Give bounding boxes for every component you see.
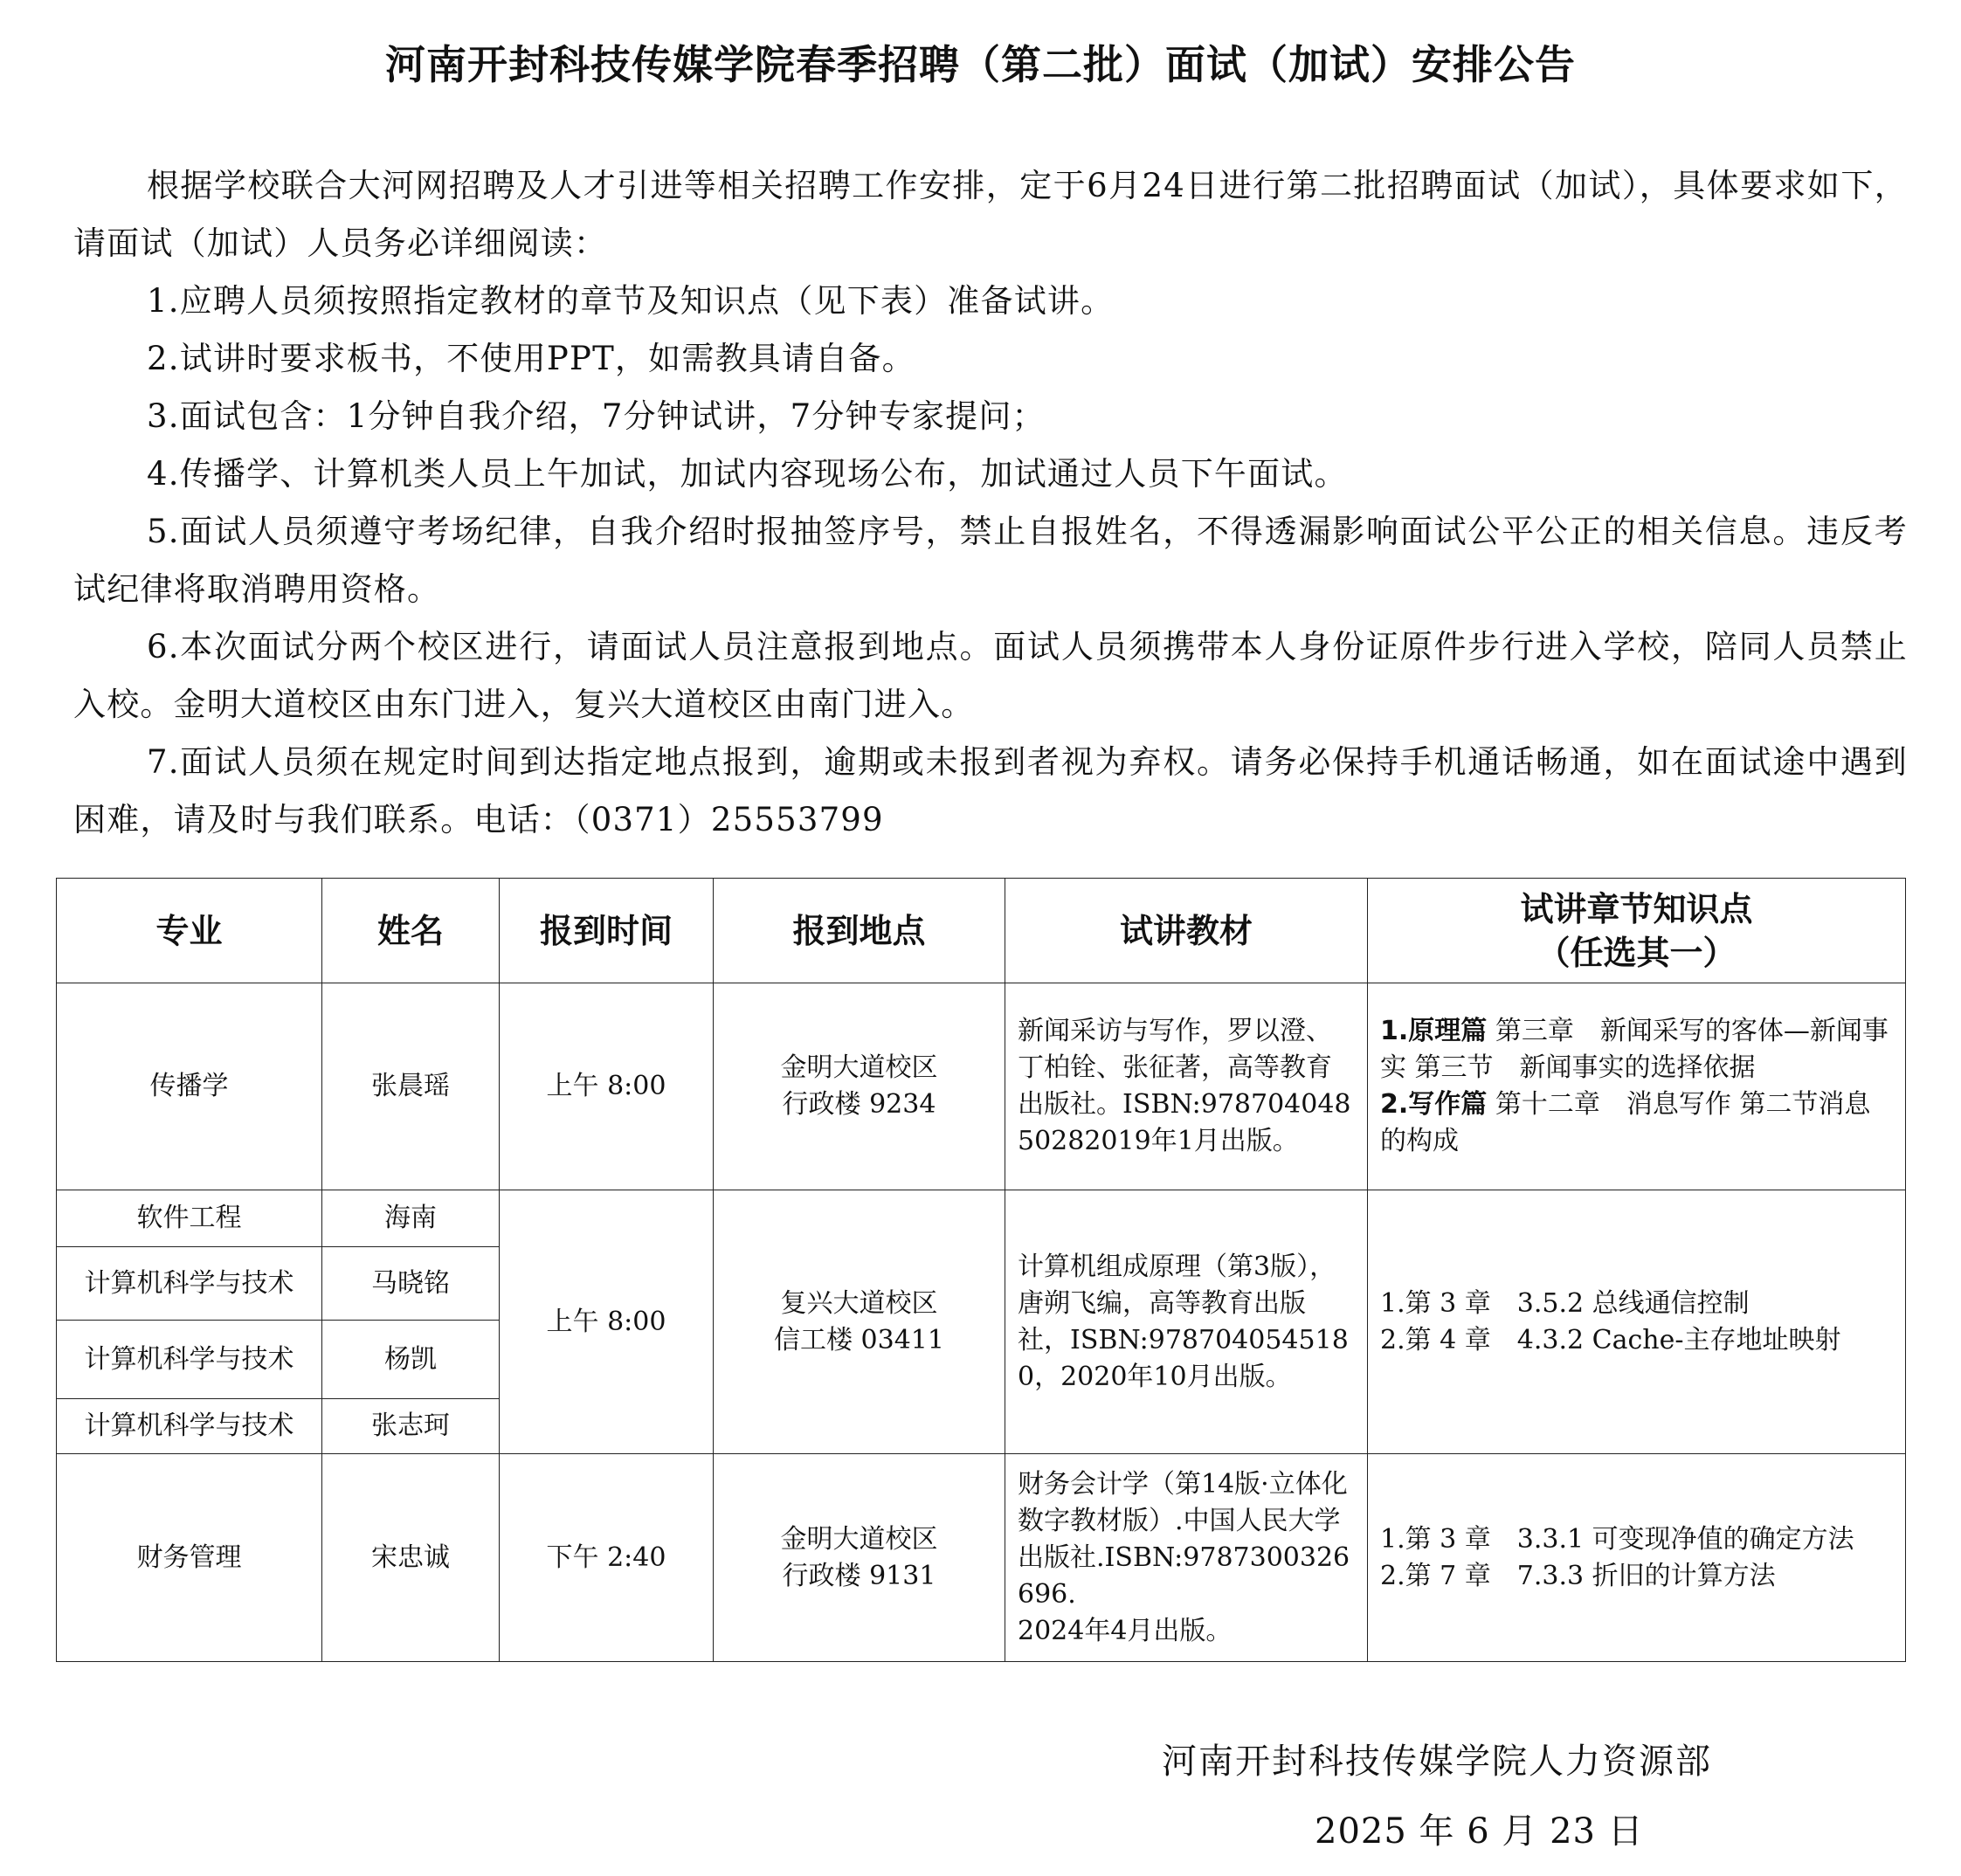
rule-7: 7.面试人员须在规定时间到达指定地点报到，逾期或未报到者视为弃权。请务必保持手机通话畅通，如在面试途中遇到困难，请及时与我们联系。电话：（0371）25553799: [73, 743, 1908, 838]
topic-2-prefix: 2.: [1380, 1089, 1409, 1120]
topic-1-detail: 第三章 新闻采写的客体—新闻事实 第三节 新闻事实的选择依据: [1380, 1016, 1888, 1083]
place-line1: 复兴大道校区: [780, 1287, 938, 1319]
rule-6: 6.本次面试分两个校区进行，请面试人员注意报到地点。面试人员须携带本人身份证原件步行进入学校，陪同人员禁止入校。金明大道校区由东门进入，复兴大道校区由南门进入。: [73, 628, 1908, 723]
cell-topics: [1368, 983, 1906, 1190]
header-textbook: 试讲教材: [1005, 879, 1368, 983]
table-row: [57, 1190, 1906, 1247]
cell-time: 上午 8:00: [500, 1190, 714, 1454]
cell-major: 计算机科学与技术: [57, 1399, 322, 1454]
cell-name: 张志珂: [322, 1399, 500, 1454]
place-line2: 行政楼 9234: [782, 1089, 936, 1120]
cell-topics: [1368, 1190, 1906, 1454]
cell-time: 上午 8:00: [500, 983, 714, 1190]
rule-1: 1.应聘人员须按照指定教材的章节及知识点（见下表）准备试讲。: [147, 282, 1115, 320]
interview-schedule-table: [56, 878, 1906, 1662]
header-topics: [1368, 879, 1906, 983]
table-row: [57, 983, 1906, 1190]
table-row: [57, 1454, 1906, 1662]
rule-3: 3.面试包含：1分钟自我介绍，7分钟试讲，7分钟专家提问；: [147, 397, 1046, 435]
topic-2: 2.第 4 章 4.3.2 Cache-主存地址映射: [1380, 1324, 1841, 1355]
textbook-line1: 财务会计学（第14版·立体化数字教材版）.中国人民大学出版社.ISBN:9787300326696.: [1018, 1468, 1350, 1610]
cell-textbook: 计算机组成原理（第3版），唐朔飞编，高等教育出版社，ISBN:9787040545180，2020年10月出版。: [1005, 1190, 1368, 1454]
topic-2-detail: 第十二章 消息写作 第二节消息的构成: [1380, 1089, 1871, 1156]
place-line1: 金明大道校区: [780, 1523, 938, 1555]
issue-date: 2025 年 6 月 23 日: [1315, 1811, 1644, 1852]
rule-2: 2.试讲时要求板书，不使用PPT，如需教具请自备。: [147, 340, 915, 377]
topic-1-section: 原理篇: [1408, 1016, 1488, 1046]
cell-name: 海南: [322, 1190, 500, 1247]
place-line1: 金明大道校区: [780, 1052, 938, 1083]
cell-topics: [1368, 1454, 1906, 1662]
rule-4: 4.传播学、计算机类人员上午加试，加试内容现场公布，加试通过人员下午面试。: [147, 455, 1348, 493]
cell-textbook: 新闻采访与写作，罗以澄、丁柏铨、张征著，高等教育出版社。ISBN:97870404850282019年1月出版。: [1005, 983, 1368, 1190]
header-topics-line2: （任选其一）: [1536, 933, 1737, 972]
cell-place: [714, 983, 1005, 1190]
cell-name: 马晓铭: [322, 1247, 500, 1321]
rule-5: 5.面试人员须遵守考场纪律，自我介绍时报抽签序号，禁止自报姓名，不得透漏影响面试公平公正的相关信息。违反考试纪律将取消聘用资格。: [73, 513, 1908, 608]
page-title: 河南开封科技传媒学院春季招聘（第二批）面试（加试）安排公告: [385, 41, 1576, 88]
header-major: 专业: [57, 879, 322, 983]
notice-body: [73, 157, 1908, 849]
cell-time: 下午 2:40: [500, 1454, 714, 1662]
textbook-line2: 2024年4月出版。: [1018, 1615, 1233, 1646]
topic-2-section: 写作篇: [1408, 1089, 1488, 1120]
cell-major: 传播学: [57, 983, 322, 1190]
header-name: 姓名: [322, 879, 500, 983]
table-header-row: [57, 879, 1906, 983]
place-line2: 行政楼 9131: [782, 1560, 936, 1591]
cell-name: 宋忠诚: [322, 1454, 500, 1662]
cell-name: 杨凯: [322, 1321, 500, 1399]
cell-major: 财务管理: [57, 1454, 322, 1662]
cell-major: 计算机科学与技术: [57, 1247, 322, 1321]
issuer-department: 河南开封科技传媒学院人力资源部: [1162, 1742, 1712, 1782]
topic-1-prefix: 1.: [1380, 1016, 1409, 1046]
topic-2: [1380, 1086, 1893, 1160]
header-time: 报到时间: [500, 879, 714, 983]
topic-1: 1.第 3 章 3.5.2 总线通信控制: [1380, 1287, 1750, 1319]
cell-major: 软件工程: [57, 1190, 322, 1247]
cell-major: 计算机科学与技术: [57, 1321, 322, 1399]
header-topics-line1: 试讲章节知识点: [1520, 889, 1753, 928]
place-line2: 信工楼 03411: [774, 1324, 944, 1355]
topic-1: 1.第 3 章 3.3.1 可变现净值的确定方法: [1380, 1523, 1854, 1555]
topic-2: 2.第 7 章 7.3.3 折旧的计算方法: [1380, 1560, 1776, 1591]
cell-textbook: [1005, 1454, 1368, 1662]
cell-place: [714, 1190, 1005, 1454]
header-place: 报到地点: [714, 879, 1005, 983]
intro-paragraph: 根据学校联合大河网招聘及人才引进等相关招聘工作安排，定于6月24日进行第二批招聘面试（加试），具体要求如下，请面试（加试）人员务必详细阅读：: [73, 167, 1908, 262]
topic-1: [1380, 1013, 1893, 1086]
cell-name: 张晨瑶: [322, 983, 500, 1190]
cell-place: [714, 1454, 1005, 1662]
